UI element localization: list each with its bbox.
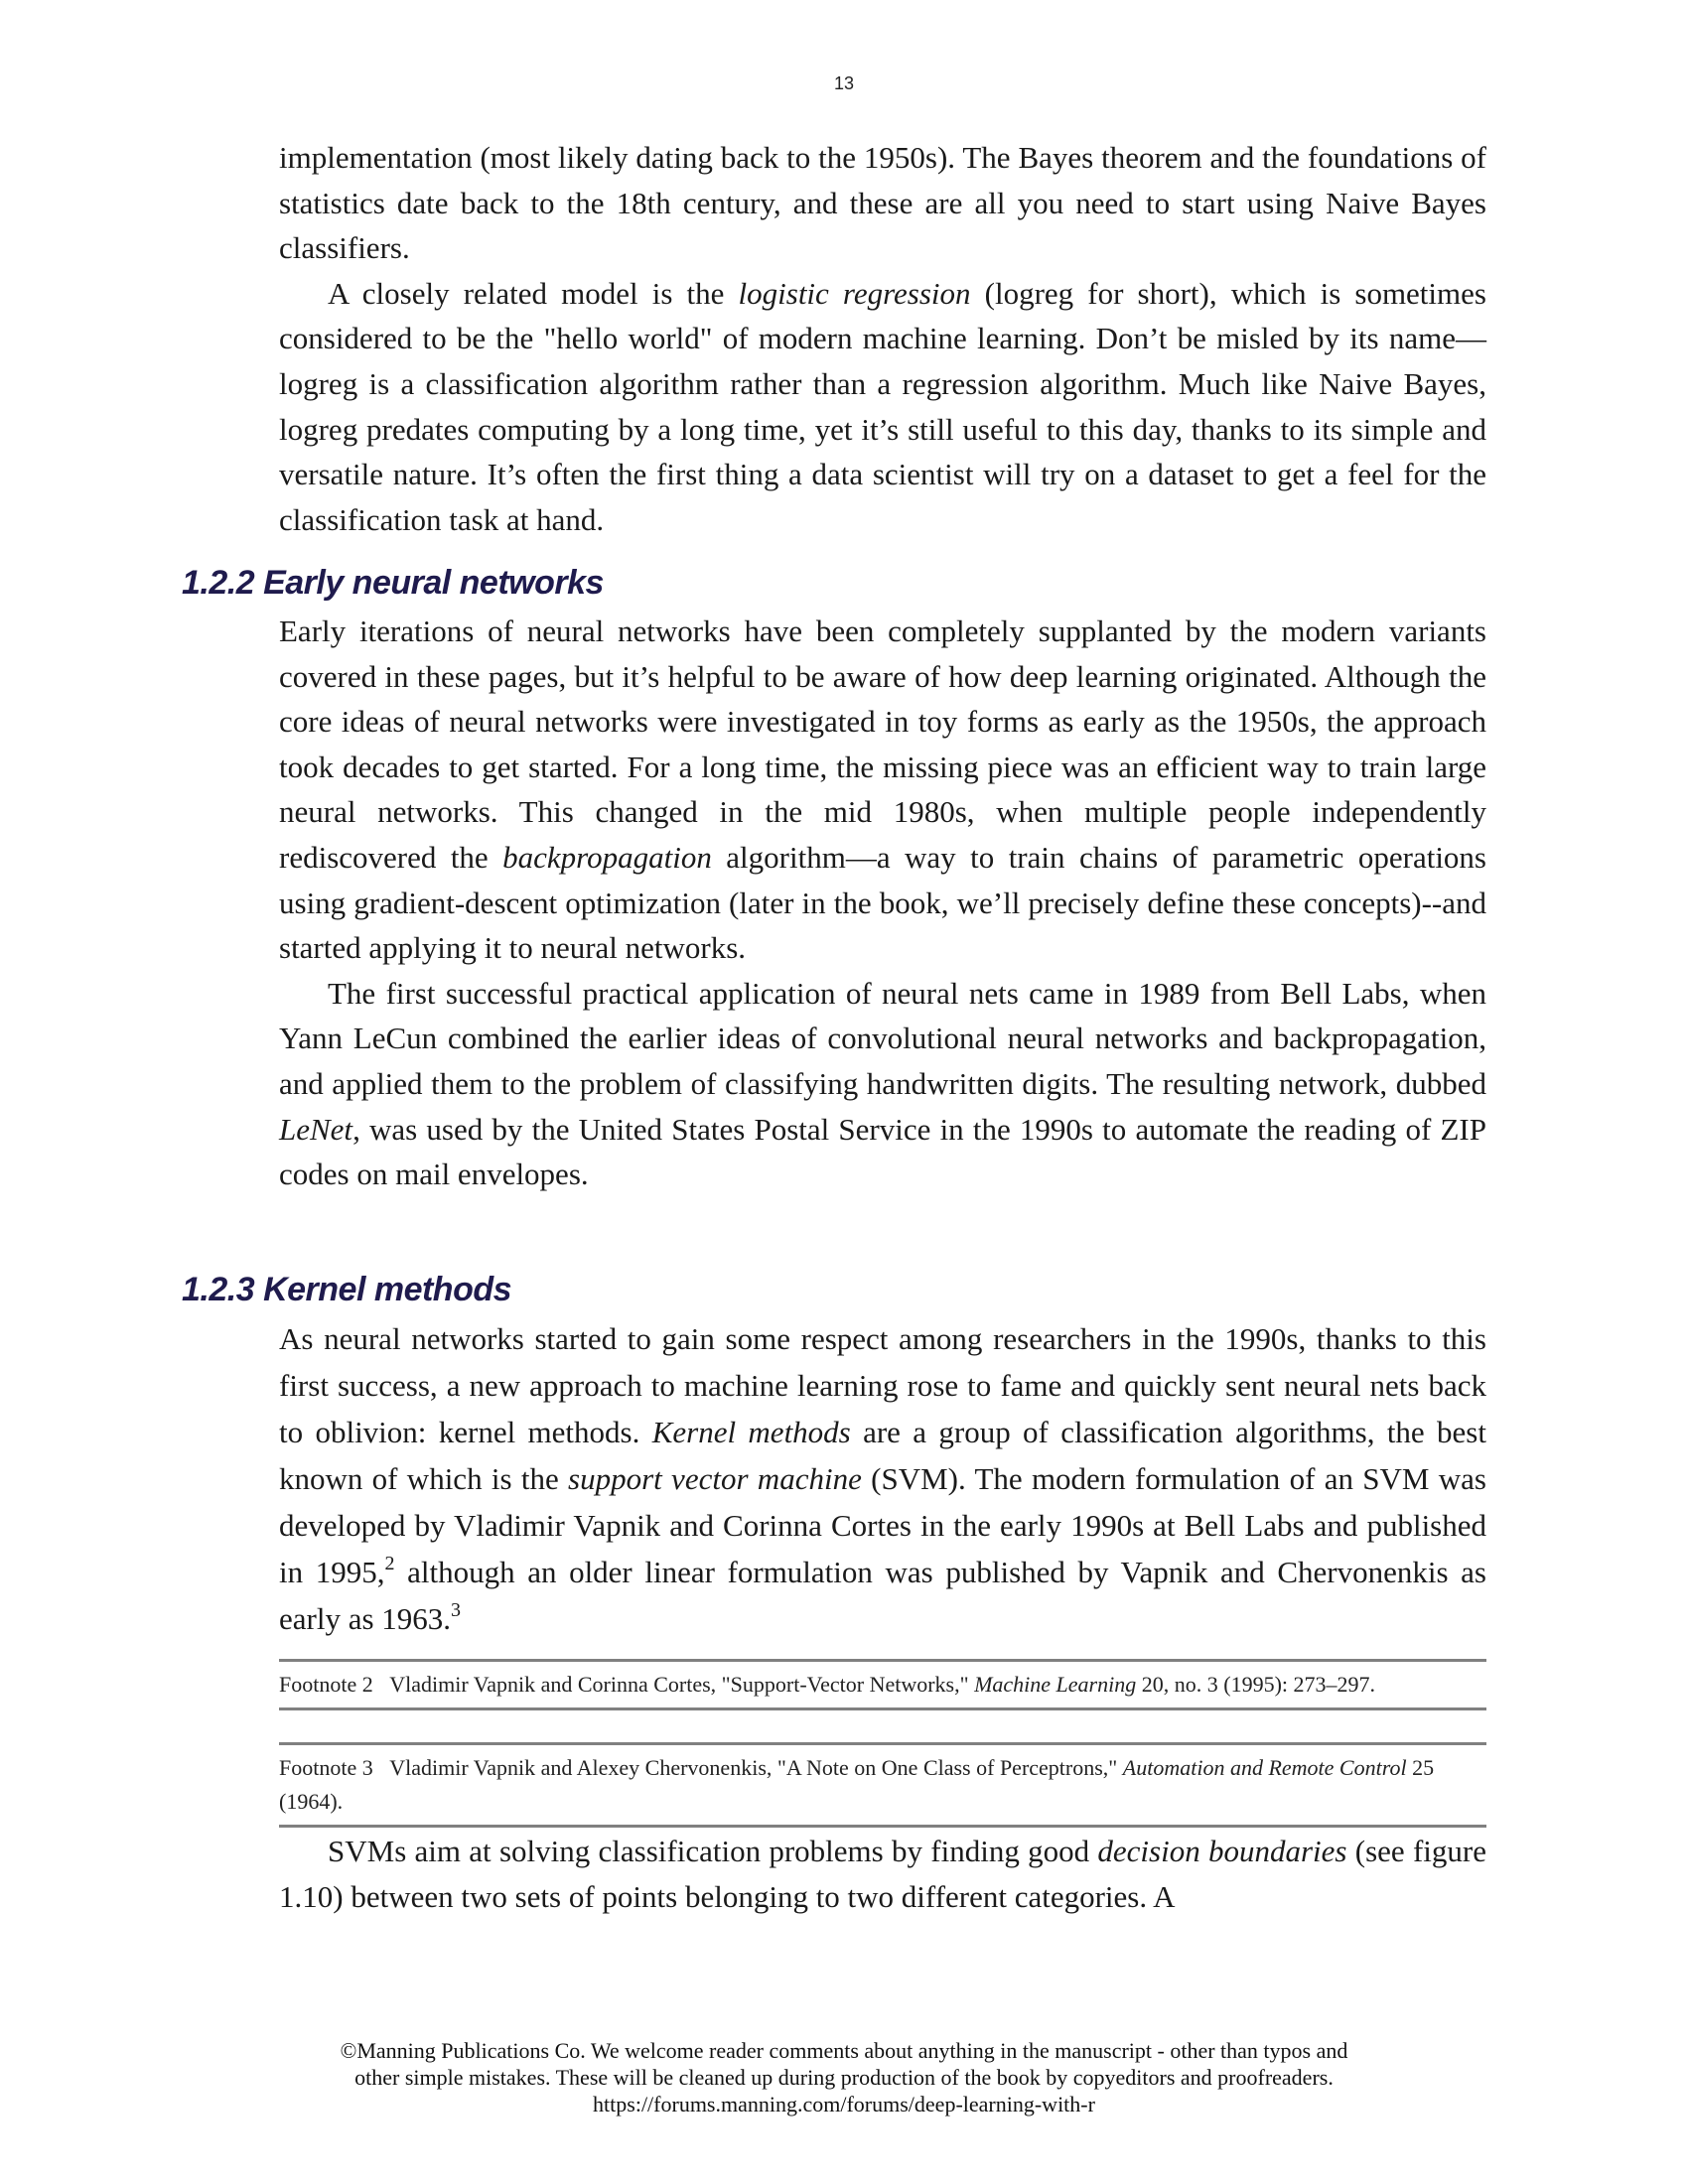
term-kernel-methods: Kernel methods	[651, 1415, 851, 1449]
footnote-label: Footnote 3	[279, 1755, 373, 1780]
section-kernel-methods	[279, 1315, 1486, 1642]
footnote-3: Footnote 3 Vladimir Vapnik and Alexey Chervonenkis, "A Note on One Class of Perceptrons," Automation and Remote Control 25 (1964).	[279, 1742, 1486, 1828]
paragraph-decision-boundaries: SVMs aim at solving classification problems by finding good decision boundaries (see figure 1.10) between two sets of points belonging to two different categories. A	[279, 1834, 1486, 1914]
term-backpropagation: backpropagation	[502, 839, 712, 875]
term-logistic-regression: logistic regression	[738, 275, 971, 311]
section-heading-kernel-methods: 1.2.3 Kernel methods	[182, 1271, 512, 1308]
footer-link[interactable]: https://forums.manning.com/forums/deep-learning-with-r	[593, 2092, 1095, 2116]
term-decision-boundaries: decision boundaries	[1097, 1834, 1347, 1868]
footnote-2: Footnote 2 Vladimir Vapnik and Corinna Cortes, "Support-Vector Networks," Machine Learning 20, no. 3 (1995): 273–297.	[279, 1659, 1486, 1710]
page-footer	[0, 2037, 1688, 2117]
section-kernel-methods-continued	[279, 1829, 1486, 1919]
paragraph-logistic-regression: A closely related model is the logistic regression (logreg for short), which is sometimes considered to be the "hello world" of modern machine learning. Don’t be misled by its name—logreg is a classification algorithm rather than a regression algorithm. Much like Naive Bayes, logreg predates computing by a long time, yet it’s still useful to this day, thanks to its simple and versatile nature. It’s often the first thing a data scientist will try on a dataset to get a feel for the classification task at hand.	[279, 275, 1486, 537]
term-support-vector-machine: support vector machine	[568, 1461, 862, 1496]
paragraph-naive-bayes: implementation (most likely dating back to the 1950s). The Bayes theorem and the foundations of statistics date back to the 18th century, and these are all you need to start using Naive Bayes classifiers.	[279, 140, 1486, 266]
footer-copyright: ©Manning Publications Co. We welcome reader comments about anything in the manuscript - other than typos and	[340, 2038, 1348, 2063]
section-heading-early-neural-networks: 1.2.2 Early neural networks	[182, 564, 604, 602]
section-early-neural-networks	[279, 609, 1486, 1197]
footnote-label: Footnote 2	[279, 1672, 373, 1697]
paragraph-backpropagation: Early iterations of neural networks have been completely supplanted by the modern variants covered in these pages, but it’s helpful to be aware of how deep learning originated. Although the core ideas of neural networks were investigated in toy forms as early as the 1950s, the approach took decades to get started. For a long time, the missing piece was an efficient way to train large neural networks. This changed in the mid 1980s, when multiple people independently rediscovered the backpropagation algorithm—a way to train chains of parametric operations using gradient-descent optimization (later in the book, we’ll precisely define these concepts)--and started applying it to neural networks.	[279, 614, 1486, 966]
page-number: 13	[833, 73, 855, 93]
footer-note: other simple mistakes. These will be cleaned up during production of the book by copyeditors and proofreaders.	[354, 2065, 1334, 2090]
footnote-ref-3[interactable]: 3	[451, 1598, 462, 1621]
term-lenet: LeNet	[279, 1111, 353, 1147]
intro-block	[279, 135, 1486, 542]
paragraph-kernel-methods: As neural networks started to gain some respect among researchers in the 1990s, thanks to this first success, a new approach to machine learning rose to fame and quickly sent neural nets back to oblivion: kernel methods. Kernel methods are a group of classification algorithms, the best known of which is the support vector machine (SVM). The modern formulation of an SVM was developed by Vladimir Vapnik and Corinna Cortes in the early 1990s at Bell Labs and published in 1995,$^2$ although an older linear formulation was published by Vapnik and Chervonenkis as early as 1963.$^3$	[279, 1321, 1486, 1636]
paragraph-lenet: The first successful practical application of neural nets came in 1989 from Bell Labs, when Yann LeCun combined the earlier ideas of convolutional neural networks and backpropagation, and applied them to the problem of classifying handwritten digits. The resulting network, dubbed LeNet, was used by the United States Postal Service in the 1990s to automate the reading of ZIP codes on mail envelopes.	[279, 975, 1486, 1192]
footnote-ref-2[interactable]: 2	[384, 1552, 395, 1574]
